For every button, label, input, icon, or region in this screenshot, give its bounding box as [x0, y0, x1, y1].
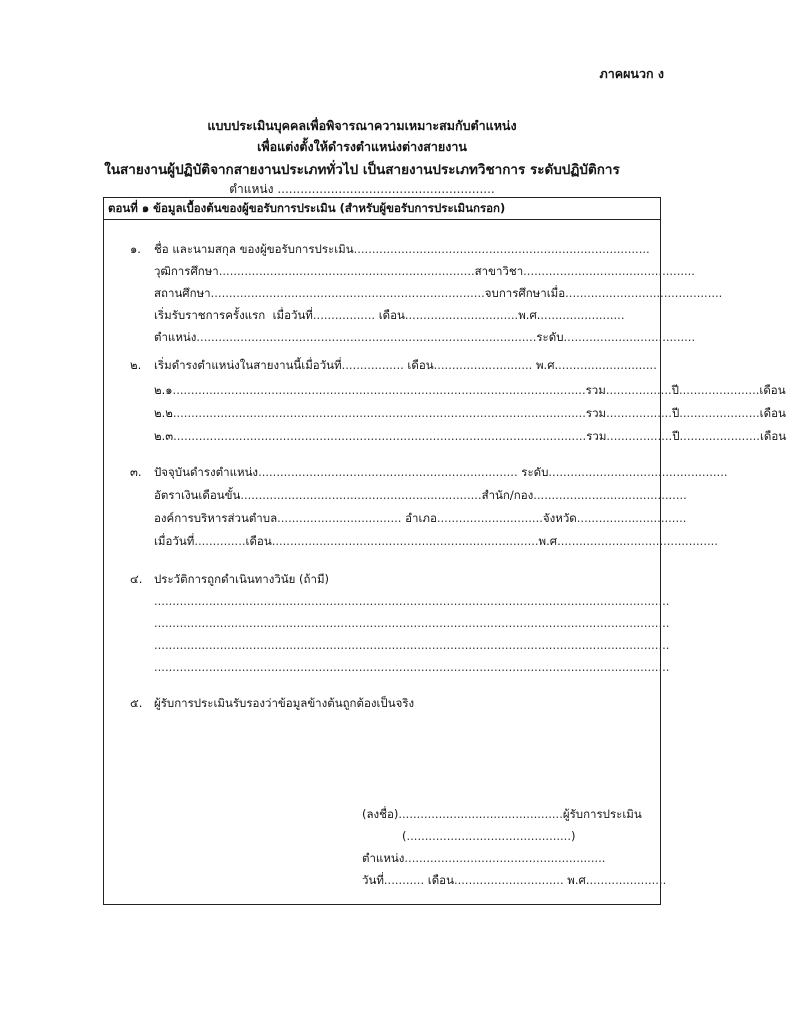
signer-name-row	[402, 829, 576, 843]
discipline-line-3[interactable]: .............................................................................................................................................	[154, 638, 670, 652]
org-label: องค์การบริหารส่วนตำบล	[154, 511, 278, 525]
certify-label: ผู้รับการประเมินรับรองว่าข้อมูลข้างต้นถูกต้องเป็นจริง	[154, 696, 415, 710]
graduated-label: จบการศึกษาเมื่อ	[484, 286, 566, 300]
months-label: เดือน	[759, 406, 786, 420]
sign-label: (ลงชื่อ)	[362, 807, 399, 821]
item2-year-field[interactable]: ...........................	[558, 358, 657, 372]
item1-level-label: ระดับ	[536, 330, 564, 344]
years-field[interactable]: ..................	[606, 429, 673, 443]
position-field[interactable]: .........................................................	[277, 182, 495, 196]
sign-year-label: พ.ศ.	[567, 873, 590, 887]
item3-number: ๓.	[130, 465, 142, 479]
years-label: ปี	[671, 406, 680, 420]
item3-org-row	[154, 511, 686, 525]
sub-number: ๒.๑	[154, 383, 173, 397]
item1-number: ๑.	[130, 242, 141, 256]
item2-sub-row	[154, 406, 786, 420]
item1-position-label: ตำแหน่ง	[154, 330, 197, 344]
sign-month-field[interactable]: ..............................	[453, 873, 564, 887]
province-field[interactable]: ..............................	[576, 511, 687, 525]
start-month-field[interactable]: ...............................	[404, 308, 519, 322]
current-level-label: ระดับ	[521, 465, 549, 479]
graduated-field[interactable]: ...........................................	[565, 286, 723, 300]
item3-date-row	[154, 534, 718, 548]
signer-position-field[interactable]: .......................................................	[404, 851, 606, 865]
close-paren: )	[571, 829, 576, 843]
years-field[interactable]: ..................	[605, 383, 672, 397]
item4-number: ๔.	[130, 572, 143, 586]
item1-start-row	[154, 308, 624, 322]
item3-year-field[interactable]: ...........................................	[560, 534, 718, 548]
item2-number: ๒.	[130, 358, 142, 372]
division-field[interactable]: ..........................................	[533, 488, 687, 502]
item2-sub-row	[154, 383, 786, 397]
division-label: สำนัก/กอง	[481, 488, 534, 502]
form-title-line-1: แบบประเมินบุคคลเพื่อพิจารณาความเหมาะสมกับตำแหน่ง	[207, 118, 517, 133]
months-field[interactable]: ......................	[679, 406, 760, 420]
item3-salary-row	[154, 488, 687, 502]
signer-name-field[interactable]: .............................................	[406, 829, 571, 843]
start-year-field[interactable]: .......................	[540, 308, 625, 322]
item1-name-row	[130, 242, 650, 256]
item1-position-field[interactable]: .............................................................................................	[196, 330, 537, 344]
item3-date-label: เมื่อวันที่	[154, 534, 195, 548]
sub-field[interactable]: .................................................................................................................	[173, 429, 587, 443]
signer-role-label: ผู้รับการประเมิน	[562, 807, 642, 821]
sub-number: ๒.๓	[154, 429, 174, 443]
item3-current-row	[130, 465, 728, 479]
discipline-line-2[interactable]: .............................................................................................................................................	[154, 616, 670, 630]
sign-day-field[interactable]: ...........	[383, 873, 425, 887]
item3-year-label: พ.ศ.	[538, 534, 561, 548]
province-label: จังหวัด	[542, 511, 577, 525]
discipline-line-4[interactable]: .............................................................................................................................................	[154, 660, 670, 674]
degree-field[interactable]: ......................................................................	[218, 264, 475, 278]
years-field[interactable]: ..................	[606, 406, 672, 420]
total-label: รวม	[585, 406, 607, 420]
district-label: อำเภอ	[405, 511, 437, 525]
signer-position-label: ตำแหน่ง	[362, 851, 405, 865]
form-title-line-3: ในสายงานผู้ปฏิบัติจากสายงานประเภททั่วไป เป็นสายงานประเภทวิชาการ ระดับปฏิบัติการ	[104, 162, 620, 178]
current-level-field[interactable]: .................................................	[548, 465, 728, 479]
item2-day-field[interactable]: .................	[341, 358, 404, 372]
item1-degree-row	[154, 264, 695, 278]
name-field[interactable]: .................................................................................	[353, 242, 650, 256]
sub-field[interactable]: .................................................................................................................	[172, 383, 586, 397]
discipline-line-1[interactable]: .............................................................................................................................................	[154, 594, 670, 608]
item2-year-label: พ.ศ.	[535, 358, 559, 372]
salary-field[interactable]: ..................................................................	[240, 488, 482, 502]
signer-position-row	[362, 851, 605, 865]
months-label: เดือน	[759, 429, 786, 443]
item5-row	[130, 696, 414, 710]
salary-label: อัตราเงินเดือนขั้น	[154, 488, 241, 502]
months-label: เดือน	[759, 383, 786, 397]
sign-date-row	[362, 873, 666, 887]
open-paren: (	[402, 829, 407, 843]
degree-label: วุฒิการศึกษา	[154, 264, 219, 278]
current-position-label: ปัจจุบันดำรงตำแหน่ง	[154, 465, 259, 479]
total-label: รวม	[586, 429, 607, 443]
start-day-field[interactable]: .................	[312, 308, 376, 322]
item2-sub-row	[154, 429, 786, 443]
years-label: ปี	[671, 383, 679, 397]
district-field[interactable]: .............................	[436, 511, 543, 525]
discipline-label: ประวัติการถูกดำเนินทางวินัย (ถ้ามี)	[154, 572, 330, 586]
item3-month-label: เดือน	[245, 534, 272, 548]
item2-month-field[interactable]: ...........................	[433, 358, 533, 372]
signature-field[interactable]: .............................................	[398, 807, 563, 821]
item5-number: ๕.	[130, 696, 143, 710]
name-label: ชื่อ และนามสกุล ของผู้ขอรับการประเมิน	[154, 242, 354, 256]
org-field[interactable]: ..................................	[277, 511, 402, 525]
item2-label: เริ่มดำรงตำแหน่งในสายงานนี้เมื่อวันที่	[154, 358, 342, 372]
months-field[interactable]: ......................	[679, 429, 760, 443]
years-label: ปี	[672, 429, 680, 443]
item3-day-field[interactable]: ..............	[194, 534, 246, 548]
sign-month-label: เดือน	[427, 873, 454, 887]
start-month-label: เดือน	[378, 308, 405, 322]
position-label: ตำแหน่ง	[229, 182, 274, 196]
appendix-label: ภาคผนวก ง	[599, 66, 664, 81]
months-field[interactable]: ......................	[678, 383, 760, 397]
sign-date-label: วันที่	[362, 873, 384, 887]
start-label: เริ่มรับราชการครั้งแรก	[154, 308, 266, 322]
total-label: รวม	[585, 383, 606, 397]
start-year-label: พ.ศ.	[518, 308, 541, 322]
major-label: สาขาวิชา	[474, 264, 524, 278]
major-field[interactable]: ...............................................	[523, 264, 695, 278]
section-header: ตอนที่ ๑ ข้อมูลเบื้องต้นของผู้ขอรับการประเมิน (สำหรับผู้ขอรับการประเมินกรอก)	[104, 198, 660, 220]
sub-number: ๒.๒	[154, 406, 173, 420]
item4-row	[130, 572, 329, 586]
current-position-field[interactable]: .......................................................................	[258, 465, 518, 479]
signature-row	[362, 807, 642, 821]
item1-position-row	[154, 330, 695, 344]
item1-level-field[interactable]: ....................................	[563, 330, 696, 344]
form-title-line-2: เพื่อแต่งตั้งให้ดำรงตำแหน่งต่างสายงาน	[257, 139, 467, 154]
item3-month-field[interactable]: .........................................................................	[271, 534, 539, 548]
form-frame	[103, 197, 786, 905]
institute-label: สถานศึกษา	[154, 286, 211, 300]
item1-institute-row	[154, 286, 722, 300]
item2-row	[130, 358, 657, 372]
sub-field[interactable]: .................................................................................................................	[172, 406, 586, 420]
start-date-label: เมื่อวันที่	[272, 308, 313, 322]
institute-field[interactable]: ...........................................................................	[210, 286, 485, 300]
sign-year-field[interactable]: .....................	[589, 873, 667, 887]
item2-month-label: เดือน	[407, 358, 434, 372]
